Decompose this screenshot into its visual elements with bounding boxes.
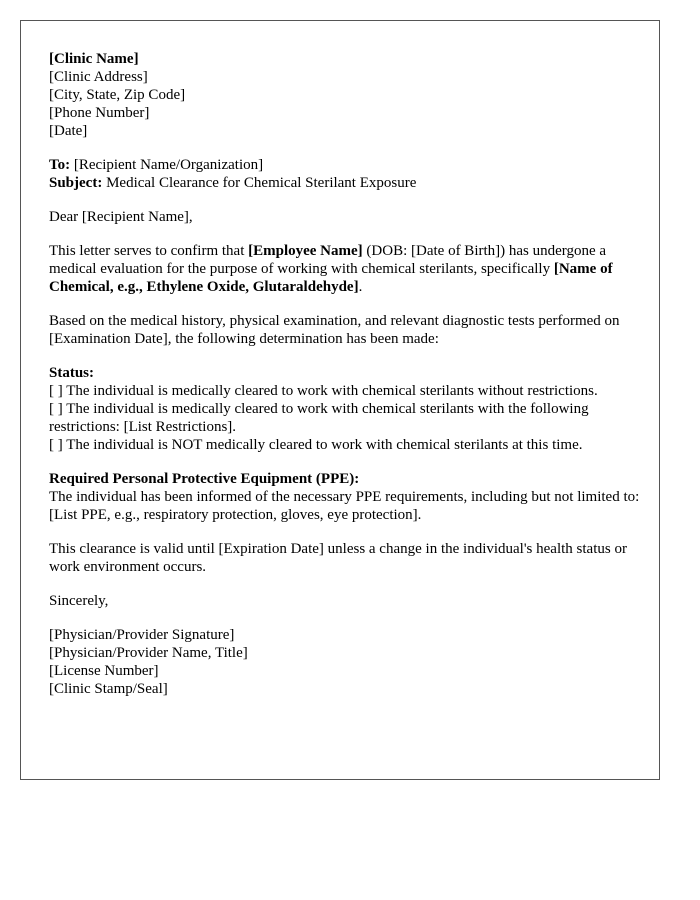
ppe-text: The individual has been informed of the necessary PPE requirements, including but not limited to: [List PPE, e.g., respiratory protection, gloves, eye protection]. [49, 489, 640, 523]
clinic-name: [Clinic Name] [49, 51, 139, 67]
validity-paragraph: This clearance is valid until [Expiration Date] unless a change in the individual's health status or work environment occurs. [49, 541, 627, 575]
intro-paragraph [49, 242, 641, 296]
subject-line [49, 174, 641, 192]
clinic-header [49, 50, 641, 140]
intro-part1: This letter serves to confirm that [49, 243, 249, 259]
to-line [49, 156, 641, 174]
status-option-restricted: [ ] The individual is medically cleared to work with chemical sterilants with the following restrictions: [List Restrictions]. [49, 401, 589, 435]
to-value: [Recipient Name/Organization] [70, 157, 264, 173]
status-section [49, 364, 641, 454]
letter-date: [Date] [49, 123, 88, 139]
letter-content [49, 50, 641, 698]
status-heading: Status: [49, 365, 95, 381]
subject-value: Medical Clearance for Chemical Sterilant Exposure [102, 175, 417, 191]
clinic-stamp: [Clinic Stamp/Seal] [49, 681, 168, 697]
recipient-block [49, 156, 641, 192]
ppe-heading: Required Personal Protective Equipment (PPE): [49, 471, 360, 487]
clinic-address: [Clinic Address] [49, 69, 148, 85]
ppe-section [49, 470, 641, 524]
closing: Sincerely, [49, 593, 109, 609]
intro-part3: . [358, 279, 363, 295]
to-label: To: [49, 157, 71, 173]
signature-line: [Physician/Provider Signature] [49, 627, 235, 643]
clinic-city-state-zip: [City, State, Zip Code] [49, 87, 186, 103]
subject-label: Subject: [49, 175, 103, 191]
chemical-name: [Name of Chemical, e.g., Ethylene Oxide, Glutaraldehyde] [49, 261, 613, 295]
status-option-not-cleared: [ ] The individual is NOT medically cleared to work with chemical sterilants at this time. [49, 437, 583, 453]
physician-name-title: [Physician/Provider Name, Title] [49, 645, 248, 661]
letter-page [20, 20, 660, 780]
clinic-phone: [Phone Number] [49, 105, 150, 121]
intro-part2: (DOB: [Date of Birth]) has undergone a medical evaluation for the purpose of working with chemical sterilants, specifically [49, 243, 607, 277]
signature-block [49, 626, 641, 698]
employee-name: [Employee Name] [248, 243, 363, 259]
license-number: [License Number] [49, 663, 159, 679]
basis-paragraph: Based on the medical history, physical examination, and relevant diagnostic tests performed on [Examination Date], the following determination has been made: [49, 313, 620, 347]
status-option-unrestricted: [ ] The individual is medically cleared to work with chemical sterilants without restrictions. [49, 383, 598, 399]
salutation: Dear [Recipient Name], [49, 209, 193, 225]
